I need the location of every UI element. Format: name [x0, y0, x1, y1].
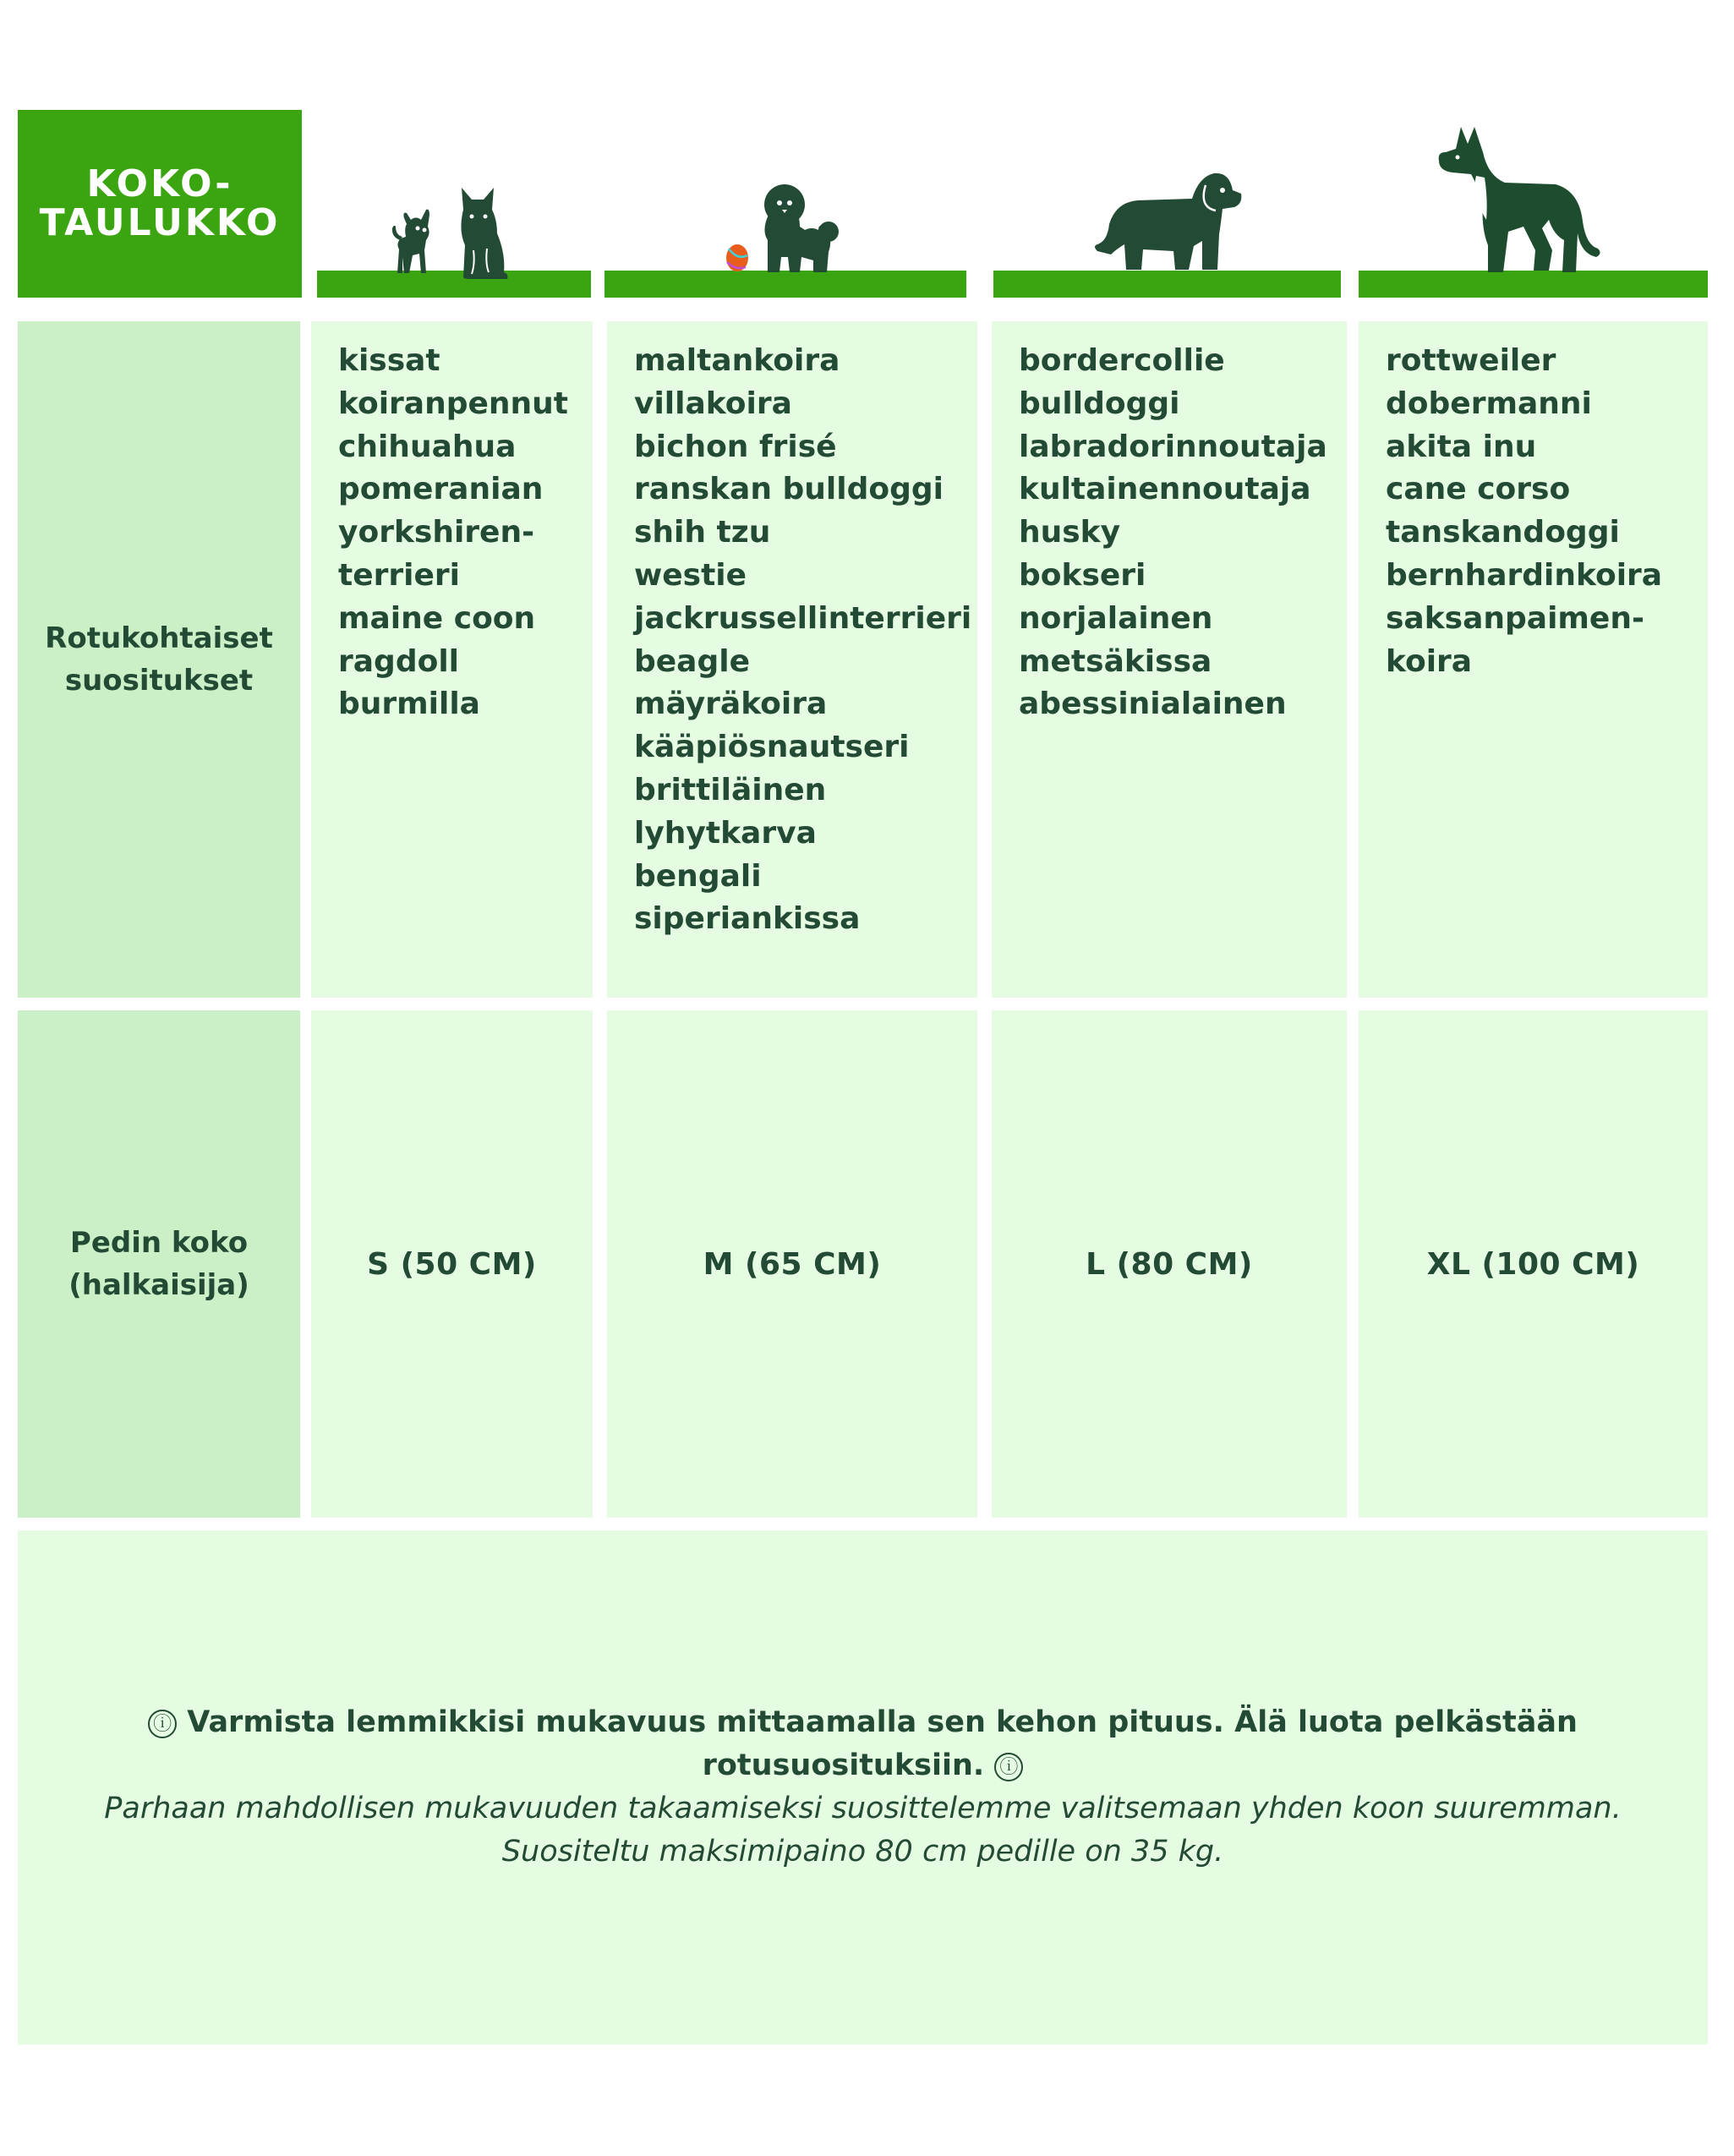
breed-item: ragdoll: [338, 643, 459, 679]
measure-advice-text: Varmista lemmikkisi mukavuus mittaamalla sen kehon pituus. Älä luota pelkästään rotusuosituksiin.: [187, 1705, 1578, 1782]
retriever-icon: [1091, 156, 1243, 275]
breeds-cell-l: [992, 321, 1347, 998]
breed-item: chihuahua: [338, 429, 517, 464]
breed-item: saksanpaimen-: [1386, 600, 1644, 636]
poodle-silhouette: [764, 184, 839, 272]
breed-item: labradorinnoutaja: [1019, 429, 1327, 464]
breed-item: westie: [634, 557, 747, 593]
bed-size-cell-xl: [1359, 1010, 1708, 1518]
breed-item: bokseri: [1019, 557, 1146, 593]
breed-item: koiranpennut: [338, 386, 569, 421]
breed-item: burmilla: [338, 687, 480, 722]
breed-item: yorkshiren-: [338, 515, 535, 550]
breed-item: villakoira: [634, 386, 792, 421]
breed-item: mäyräkoira: [634, 687, 828, 722]
breed-item: metsäkissa: [1019, 643, 1212, 679]
breed-item: brittiläinen: [634, 772, 827, 807]
bed-size-cell-l: [992, 1010, 1347, 1518]
footer-note-box: [18, 1530, 1708, 2044]
chihuahua-and-cat-icon: [379, 169, 527, 279]
ball-icon: [726, 244, 748, 271]
breed-item: tanskandoggi: [1386, 515, 1620, 550]
breed-item: akita inu: [1386, 429, 1537, 464]
breeds-cell-xl: [1359, 321, 1708, 998]
bed-size-l: L (80 CM): [1086, 1246, 1253, 1282]
row-label-bed-size-text: Pedin koko (halkaisija): [68, 1226, 249, 1302]
breed-item: bordercollie: [1019, 343, 1225, 378]
breed-item: bernhardinkoira: [1386, 557, 1663, 593]
breed-list-m: [634, 321, 977, 941]
breed-item: kultainennoutaja: [1019, 472, 1311, 507]
breed-item: bulldoggi: [1019, 386, 1180, 421]
breed-list-s: [338, 321, 593, 726]
breed-item: shih tzu: [634, 515, 771, 550]
cat-silhouette: [461, 188, 507, 279]
bed-size-s: S (50 CM): [367, 1246, 537, 1282]
breed-item: kissat: [338, 343, 440, 378]
breed-item: husky: [1019, 515, 1121, 550]
bed-size-cell-m: [607, 1010, 977, 1518]
breed-item: pomeranian: [338, 472, 544, 507]
breed-item: lyhytkarva: [634, 815, 817, 851]
row-label-bed-size: [18, 1010, 300, 1518]
breed-item: maine coon: [338, 600, 536, 636]
german-shepherd-icon: [1437, 127, 1606, 275]
breed-item: terrieri: [338, 557, 460, 593]
max-weight-note: Suositeltu maksimipaino 80 cm pedille on 35 kg.: [501, 1835, 1224, 1869]
breed-item: siperiankissa: [634, 901, 861, 937]
info-icon: ⓘ: [994, 1753, 1023, 1781]
breed-item: abessinialainen: [1019, 687, 1287, 722]
breed-item: jackrussellinterrieri: [634, 600, 972, 636]
breed-item: cane corso: [1386, 472, 1571, 507]
bed-size-xl: XL (100 CM): [1426, 1246, 1640, 1282]
chihuahua-silhouette: [392, 210, 429, 273]
breeds-cell-s: [311, 321, 593, 998]
row-label-breeds-text: Rotukohtaiset suositukset: [45, 621, 273, 698]
breed-item: bengali: [634, 858, 762, 894]
size-chart-title-box: [18, 110, 302, 298]
breed-item: kääpiösnautseri: [634, 730, 910, 765]
breed-item: rottweiler: [1386, 343, 1556, 378]
measure-advice: [145, 1701, 1582, 1787]
breeds-cell-m: [607, 321, 977, 998]
breed-item: ranskan bulldoggi: [634, 472, 944, 507]
size-up-advice: Parhaan mahdollisen mukavuuden takaamiseksi suosittelemme valitsemaan yhden koon suuremman.: [104, 1792, 1622, 1825]
breed-item: koira: [1386, 643, 1473, 679]
breed-item: beagle: [634, 643, 751, 679]
bed-size-cell-s: [311, 1010, 593, 1518]
poodle-with-ball-icon: [719, 179, 854, 277]
size-chart-title: KOKO- TAULUKKO: [39, 162, 281, 244]
breed-list-l: [1019, 321, 1347, 726]
breed-item: norjalainen: [1019, 600, 1213, 636]
info-icon: ⓘ: [148, 1710, 177, 1738]
breed-list-xl: [1386, 321, 1708, 683]
breed-item: bichon frisé: [634, 429, 837, 464]
breed-item: maltankoira: [634, 343, 840, 378]
row-label-breeds: [18, 321, 300, 998]
breed-item: dobermanni: [1386, 386, 1592, 421]
bed-size-m: M (65 CM): [703, 1246, 882, 1282]
